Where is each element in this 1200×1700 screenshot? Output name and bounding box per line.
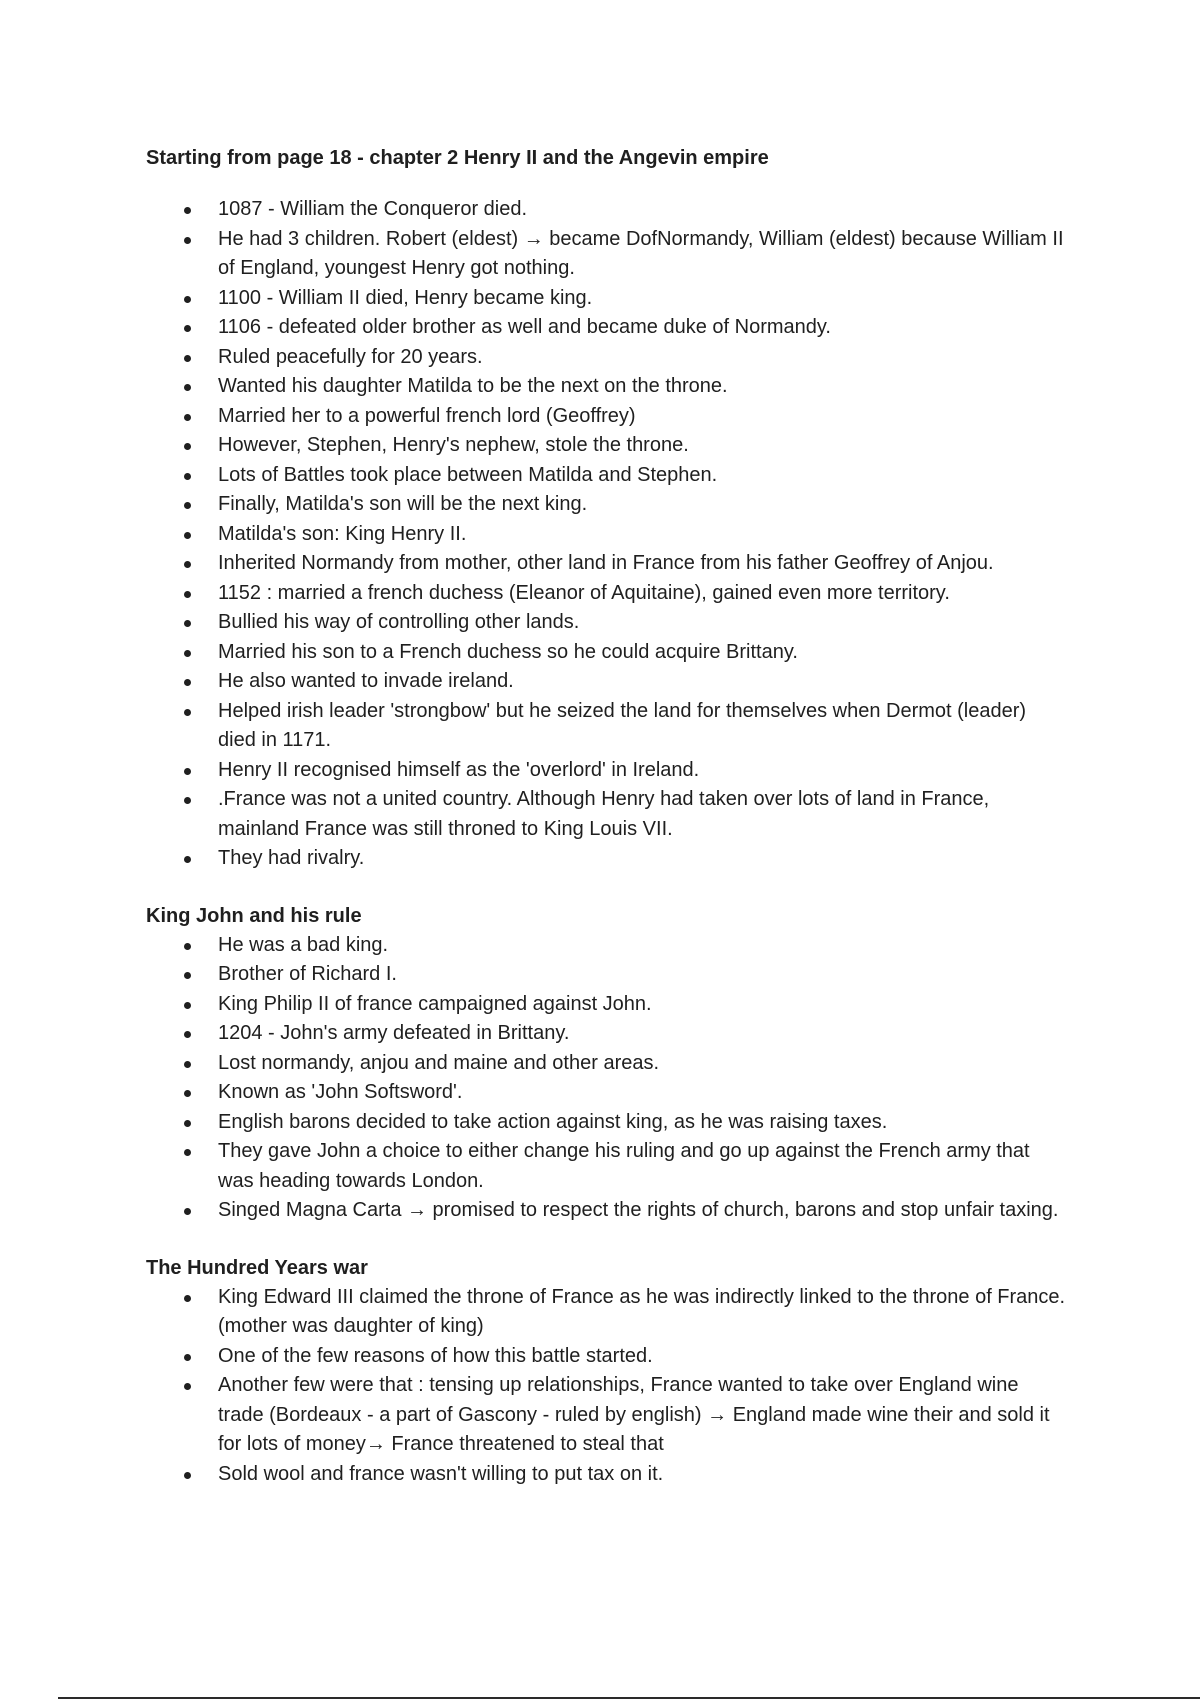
list-item: Singed Magna Carta → promised to respect the rights of church, barons and stop unfair taxing. [218, 1196, 1066, 1226]
list-item: Helped irish leader 'strongbow' but he seized the land for themselves when Dermot (leader) died in 1171. [218, 697, 1066, 756]
page-bottom-rule [58, 1697, 1200, 1699]
list-item: Finally, Matilda's son will be the next king. [218, 490, 1066, 520]
list-item: He had 3 children. Robert (eldest) → became DofNormandy, William (eldest) because William II of England, youngest Henry got nothing. [218, 225, 1066, 284]
list-item: 1204 - John's army defeated in Brittany. [218, 1019, 1066, 1049]
list-item: 1152 : married a french duchess (Eleanor of Aquitaine), gained even more territory. [218, 579, 1066, 609]
list-item: .France was not a united country. Although Henry had taken over lots of land in France, mainland France was still throned to King Louis VII. [218, 785, 1066, 844]
list-item: He was a bad king. [218, 931, 1066, 961]
list-item: However, Stephen, Henry's nephew, stole the throne. [218, 431, 1066, 461]
list-item: English barons decided to take action against king, as he was raising taxes. [218, 1108, 1066, 1138]
list-item: One of the few reasons of how this battle started. [218, 1342, 1066, 1372]
list-item: Ruled peacefully for 20 years. [218, 343, 1066, 373]
list-item: He also wanted to invade ireland. [218, 667, 1066, 697]
list-item: Married his son to a French duchess so he could acquire Brittany. [218, 638, 1066, 668]
bullet-list-henry-ii [146, 195, 1066, 874]
list-item: Married her to a powerful french lord (Geoffrey) [218, 402, 1066, 432]
list-item: Wanted his daughter Matilda to be the next on the throne. [218, 372, 1066, 402]
list-item: Bullied his way of controlling other lands. [218, 608, 1066, 638]
list-item: Inherited Normandy from mother, other land in France from his father Geoffrey of Anjou. [218, 549, 1066, 579]
section-heading-hundred-years-war: The Hundred Years war [146, 1256, 368, 1279]
list-item: 1087 - William the Conqueror died. [218, 195, 1066, 225]
list-item: 1100 - William II died, Henry became king. [218, 284, 1066, 314]
list-item: King Philip II of france campaigned against John. [218, 990, 1066, 1020]
bullet-list-hundred-years-war [146, 1283, 1066, 1490]
section-heading-king-john: King John and his rule [146, 904, 362, 927]
list-item: They had rivalry. [218, 844, 1066, 874]
list-item: King Edward III claimed the throne of France as he was indirectly linked to the throne of France. (mother was daughter of king) [218, 1283, 1066, 1342]
section-heading-henry-ii: Starting from page 18 - chapter 2 Henry II and the Angevin empire [146, 147, 769, 169]
bullet-list-king-john [146, 931, 1066, 1226]
list-item: Lots of Battles took place between Matilda and Stephen. [218, 461, 1066, 491]
list-item: Another few were that : tensing up relationships, France wanted to take over England wine trade (Bordeaux - a part of Gascony - ruled by english) → England made wine their and sold it for lots of money→ France threatened to steal that [218, 1371, 1066, 1460]
list-item: Matilda's son: King Henry II. [218, 520, 1066, 550]
list-item: They gave John a choice to either change his ruling and go up against the French army that was heading towards London. [218, 1137, 1066, 1196]
list-item: Henry II recognised himself as the 'overlord' in Ireland. [218, 756, 1066, 786]
document-content [146, 144, 1066, 1489]
list-item: Lost normandy, anjou and maine and other areas. [218, 1049, 1066, 1079]
list-item: Sold wool and france wasn't willing to put tax on it. [218, 1460, 1066, 1490]
list-item: 1106 - defeated older brother as well and became duke of Normandy. [218, 313, 1066, 343]
list-item: Brother of Richard I. [218, 960, 1066, 990]
list-item: Known as 'John Softsword'. [218, 1078, 1066, 1108]
